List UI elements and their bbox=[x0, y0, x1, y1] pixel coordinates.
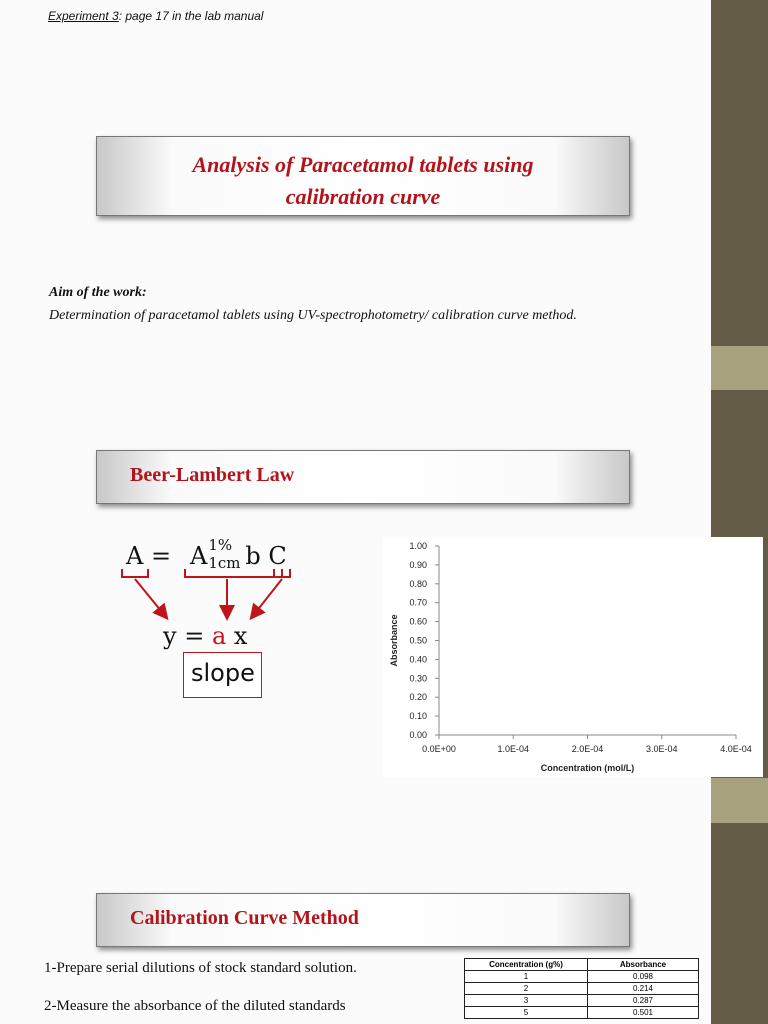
eq-subscript: 1cm bbox=[208, 554, 241, 572]
y-tick-label: 0.10 bbox=[409, 711, 427, 722]
y-tick-label: 0.00 bbox=[409, 730, 427, 740]
arrow-to-x bbox=[252, 579, 282, 617]
y-tick-label: 0.60 bbox=[409, 616, 427, 627]
bracket-coef-b bbox=[185, 569, 282, 577]
eq2-a: a bbox=[211, 622, 227, 650]
eq-b: b bbox=[245, 542, 261, 570]
bracket-A bbox=[122, 569, 148, 577]
step-1: 1-Prepare serial dilutions of stock standard solution. bbox=[44, 960, 357, 976]
table-row bbox=[465, 983, 699, 995]
table-row bbox=[465, 1007, 699, 1019]
experiment-label: Experiment 3 bbox=[48, 9, 119, 23]
y-tick-label: 0.30 bbox=[409, 673, 427, 684]
y-tick-label: 0.40 bbox=[409, 654, 427, 665]
table-cell: 5 bbox=[465, 1007, 588, 1019]
y-tick-label: 0.80 bbox=[409, 578, 427, 589]
aim-text: Determination of paracetamol tablets using UV-spectrophotometry/ calibration curve method. bbox=[49, 308, 577, 323]
y-tick-label: 1.00 bbox=[409, 541, 427, 551]
y-tick-label: 0.20 bbox=[409, 692, 427, 703]
slope-box bbox=[183, 652, 262, 698]
experiment-reference bbox=[48, 9, 263, 23]
side-rail-band-2 bbox=[711, 778, 768, 823]
x-tick-label: 0.0E+00 bbox=[422, 744, 456, 754]
eq-superscript: 1% bbox=[208, 536, 233, 554]
table-header-row bbox=[465, 959, 699, 971]
x-tick-label: 3.0E-04 bbox=[645, 744, 678, 754]
table-cell: 0.501 bbox=[588, 1007, 699, 1019]
table-cell: 2 bbox=[465, 983, 588, 995]
calibration-table bbox=[464, 958, 699, 1019]
title-line-1: Analysis of Paracetamol tablets using bbox=[192, 152, 534, 177]
page-reference: : page 17 in the lab manual bbox=[118, 9, 264, 23]
y-axis-title: Absorbance bbox=[389, 614, 399, 667]
arrow-to-y bbox=[135, 579, 166, 617]
eq-C: C bbox=[268, 542, 287, 570]
title-line-2: calibration curve bbox=[285, 184, 441, 209]
side-rail bbox=[711, 0, 768, 1024]
calibration-banner bbox=[96, 893, 630, 947]
aim-heading: Aim of the work: bbox=[49, 285, 147, 300]
x-tick-label: 4.0E-04 bbox=[720, 744, 752, 754]
eq2-y: y bbox=[163, 622, 177, 650]
table-cell: 3 bbox=[465, 995, 588, 1007]
y-tick-label: 0.70 bbox=[409, 597, 427, 608]
calibration-heading: Calibration Curve Method bbox=[130, 907, 359, 929]
table-cell: 0.287 bbox=[588, 995, 699, 1007]
table-cell: 0.098 bbox=[588, 971, 699, 983]
eq2-equals: = bbox=[184, 622, 205, 650]
table-header-concentration: Concentration (g%) bbox=[465, 959, 588, 971]
beer-lambert-banner bbox=[96, 450, 630, 504]
beer-lambert-heading: Beer-Lambert Law bbox=[130, 464, 295, 486]
title-banner bbox=[96, 136, 630, 216]
eq-coef: A bbox=[190, 542, 208, 570]
eq-linear bbox=[163, 622, 247, 650]
step-2: 2-Measure the absorbance of the diluted standards bbox=[44, 998, 346, 1014]
eq-equals: = bbox=[150, 542, 172, 570]
side-rail-band-1 bbox=[711, 346, 768, 390]
eq-A: A bbox=[126, 542, 144, 570]
table-cell: 1 bbox=[465, 971, 588, 983]
x-axis-title: Concentration (mol/L) bbox=[540, 763, 635, 773]
table-cell: 0.214 bbox=[588, 983, 699, 995]
table-header-absorbance: Absorbance bbox=[588, 959, 699, 971]
x-tick-label: 1.0E-04 bbox=[497, 744, 530, 754]
table-row bbox=[465, 995, 699, 1007]
calibration-chart bbox=[383, 537, 763, 777]
slope-label: slope bbox=[191, 659, 255, 687]
x-tick-label: 2.0E-04 bbox=[571, 744, 604, 754]
y-tick-label: 0.90 bbox=[409, 559, 427, 570]
table-row bbox=[465, 971, 699, 983]
y-tick-label: 0.50 bbox=[409, 635, 427, 646]
eq2-x: x bbox=[233, 622, 248, 650]
